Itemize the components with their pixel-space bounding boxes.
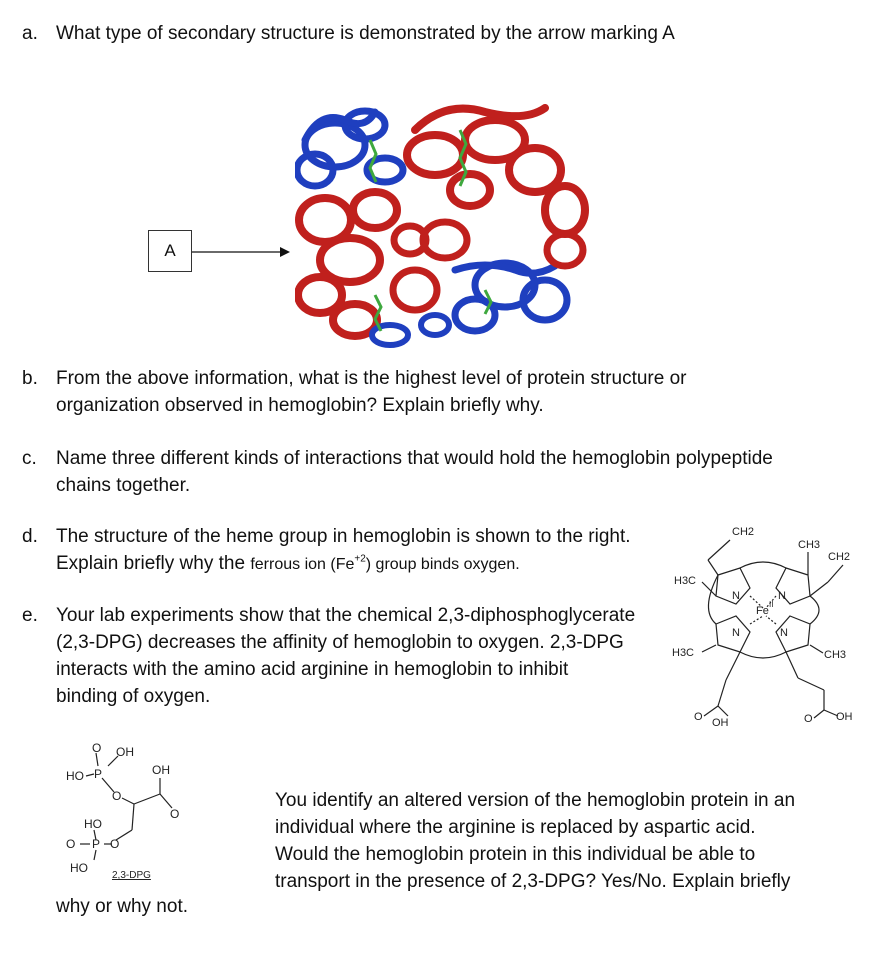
- alpha-chain-lower-right: [455, 263, 567, 331]
- question-c-line1: Name three different kinds of interactions that would hold the hemoglobin polypeptide: [56, 448, 773, 469]
- alpha-chain-upper-left: [297, 111, 403, 186]
- final-question-paragraph: [275, 787, 875, 895]
- question-e-line3: interacts with the amino acid arginine in hemoglobin to inhibit: [56, 659, 569, 680]
- heme-label-h3c-lower: H3C: [672, 647, 695, 659]
- final-question-tail: why or why not.: [56, 896, 188, 917]
- heme-label-oh-right: OH: [836, 711, 853, 723]
- question-d-label: d.: [22, 526, 38, 547]
- question-d-ferrous: ferrous ion (Fe: [250, 556, 355, 573]
- dpg-label-oh-top: OH: [116, 745, 134, 759]
- dpg-label-o-top: O: [92, 741, 102, 755]
- heme-label-ch2-top: CH2: [732, 526, 755, 538]
- question-e-line4: binding of oxygen.: [56, 686, 211, 707]
- heme-label-fe: Fe: [756, 605, 769, 617]
- dpg-label-oh-carboxyl: OH: [152, 763, 170, 777]
- question-c-line2: chains together.: [56, 475, 191, 496]
- alpha-chain-lower-left: [372, 315, 449, 345]
- final-question-line1: You identify an altered version of the hemoglobin protein in an: [275, 790, 796, 811]
- dpg-label-o-carboxyl: O: [170, 807, 180, 821]
- question-e-label: e.: [22, 605, 38, 626]
- heme-label-n4: N: [780, 627, 788, 639]
- dpg-structure-diagram: [60, 738, 200, 888]
- dpg-name: 2,3-DPG: [112, 870, 151, 881]
- question-b-line2: organization observed in hemoglobin? Explain briefly why.: [56, 395, 544, 416]
- final-question-line2: individual where the arginine is replaced by aspartic acid.: [275, 817, 756, 838]
- dpg-label-o-ester-lower: O: [110, 837, 120, 851]
- heme-label-fe-ox: II: [769, 600, 774, 609]
- question-c-label: c.: [22, 448, 37, 469]
- question-d-line1: The structure of the heme group in hemoglobin is shown to the right.: [56, 526, 631, 547]
- dpg-label-ho-lower: HO: [84, 817, 102, 831]
- heme-label-o-left: O: [694, 711, 703, 723]
- heme-label-n1: N: [732, 590, 740, 602]
- question-e-line2: (2,3-DPG) decreases the affinity of hemoglobin to oxygen. 2,3-DPG: [56, 632, 624, 653]
- heme-label-n2: N: [778, 590, 786, 602]
- heme-label-oh-left: OH: [712, 717, 729, 729]
- heme-label-ch2-right: CH2: [828, 551, 851, 563]
- heme-structure-diagram: [668, 520, 890, 740]
- heme-label-h3c-upper: H3C: [674, 575, 697, 587]
- beta-chain-left: [298, 192, 397, 336]
- question-d-charge: +2: [354, 553, 366, 565]
- final-question-line3: Would the hemoglobin protein in this individual be able to: [275, 844, 756, 865]
- question-d-line2: [56, 550, 520, 578]
- arrow-label: A: [164, 241, 176, 260]
- heme-label-n3: N: [732, 627, 740, 639]
- beta-chain-upper-right: [407, 108, 585, 234]
- question-b-line1: From the above information, what is the highest level of protein structure or: [56, 368, 687, 389]
- dpg-label-p-upper: P: [94, 767, 103, 781]
- question-d-line2-end: ) group binds oxygen.: [365, 556, 520, 573]
- heme-label-o-right: O: [804, 713, 813, 725]
- question-a-label: a.: [22, 23, 38, 44]
- dpg-label-o-ester-upper: O: [112, 789, 122, 803]
- arrow-label-box: [148, 230, 192, 272]
- heme-label-ch3-right: CH3: [824, 649, 847, 661]
- hemoglobin-ribbon-image: [295, 100, 595, 352]
- final-question-line4: transport in the presence of 2,3-DPG? Yes/No. Explain briefly: [275, 871, 791, 892]
- question-e-line1: Your lab experiments show that the chemical 2,3-diphosphoglycerate: [56, 605, 636, 626]
- dpg-label-ho-upper: HO: [66, 769, 84, 783]
- heme-label-ch3-top: CH3: [798, 539, 821, 551]
- dpg-label-ho-bottom: HO: [70, 861, 88, 875]
- question-a-text: What type of secondary structure is demonstrated by the arrow marking A: [56, 23, 675, 44]
- arrow-pointer: [192, 246, 292, 258]
- dpg-label-p-lower: P: [92, 837, 101, 851]
- dpg-label-o-double: O: [66, 837, 76, 851]
- question-d-line2-prefix: Explain briefly why the: [56, 553, 246, 574]
- question-b-label: b.: [22, 368, 38, 389]
